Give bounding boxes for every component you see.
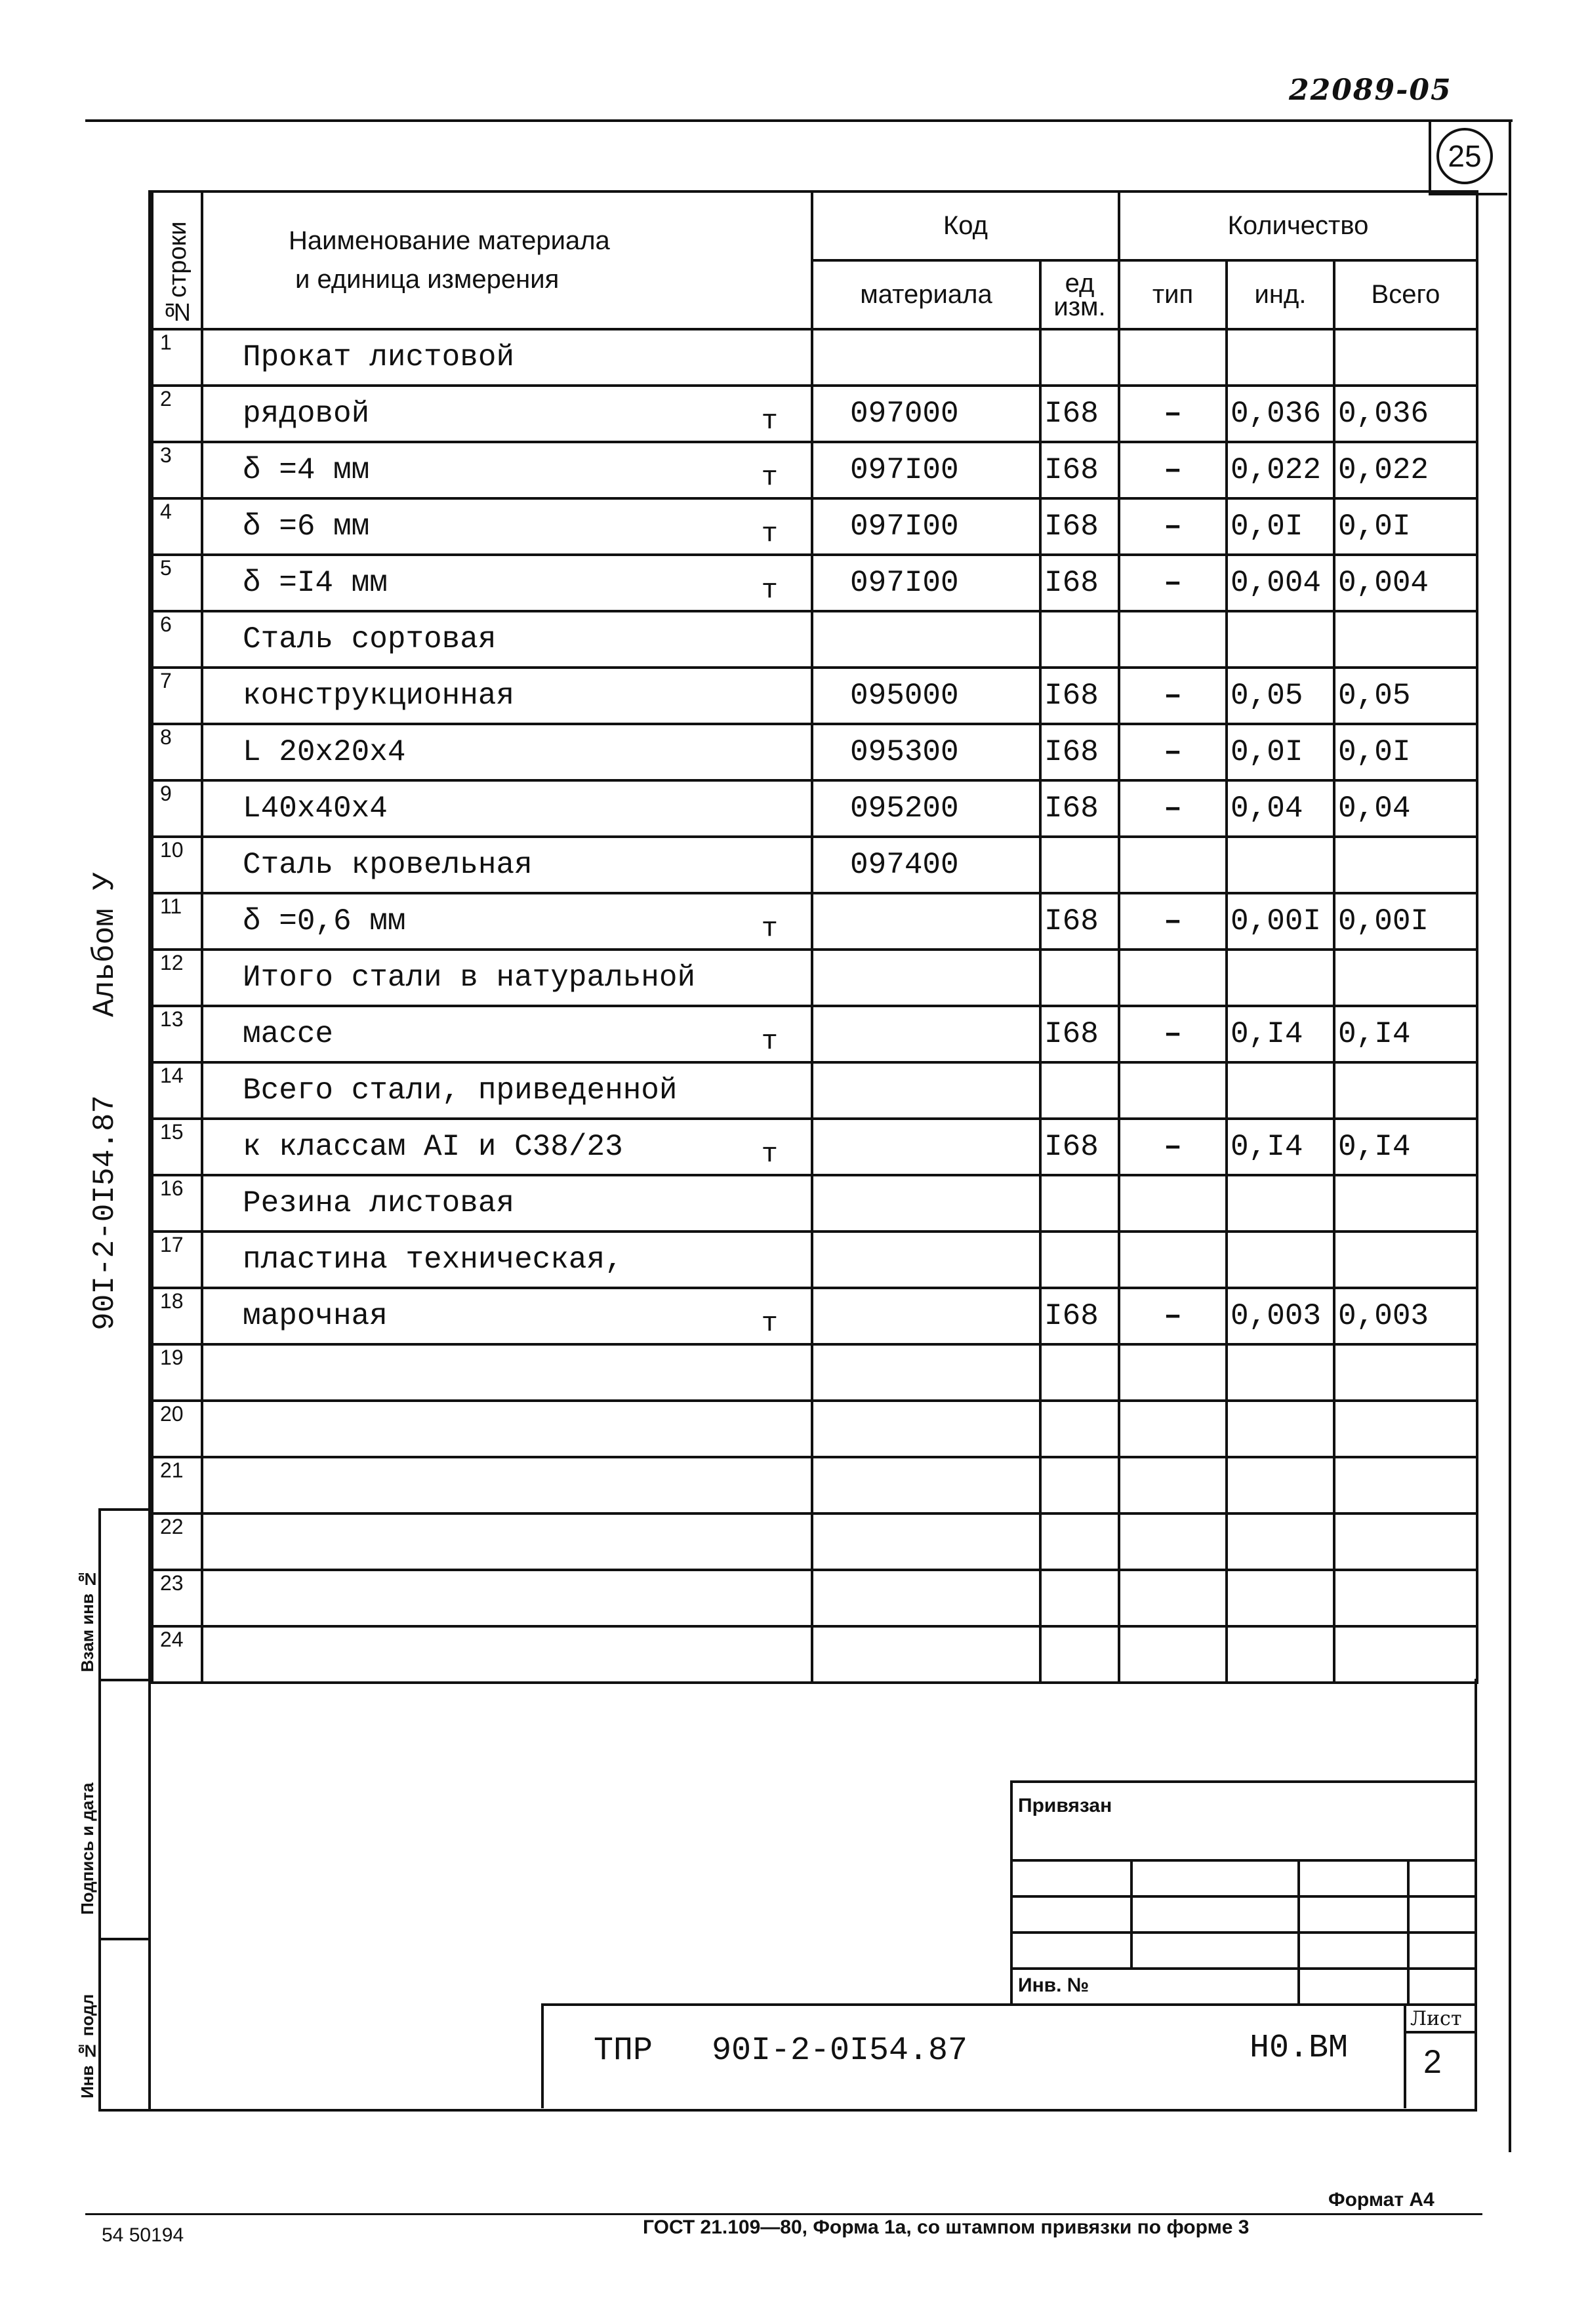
side-album-label: Альбом У xyxy=(88,872,122,1017)
material-name-text: δ =0,6 мм xyxy=(243,904,406,938)
col-material: материала xyxy=(812,260,1040,329)
binding-col-2 xyxy=(1297,1859,1300,2003)
table-row xyxy=(152,1570,1477,1626)
material-name-text: Прокат листовой xyxy=(243,340,515,374)
table-body xyxy=(152,329,1477,1683)
binding-col-1 xyxy=(1130,1859,1133,1967)
unit-code-cell xyxy=(1040,1232,1119,1288)
type-cell xyxy=(1119,1062,1227,1119)
binding-inv-label: Инв. № xyxy=(1018,1974,1089,1996)
row-number-cell: 24 xyxy=(152,1626,202,1683)
unit-code-cell: I68 xyxy=(1040,498,1119,555)
ind-quantity-cell xyxy=(1227,950,1334,1006)
unit-code-cell: I68 xyxy=(1040,555,1119,611)
unit-code-cell: I68 xyxy=(1040,668,1119,724)
unit-code-cell: I68 xyxy=(1040,1288,1119,1344)
material-code-cell xyxy=(812,1232,1040,1288)
table-row xyxy=(152,1513,1477,1570)
total-quantity-cell: 0,022 xyxy=(1334,442,1477,498)
ind-quantity-cell: 0,05 xyxy=(1227,668,1334,724)
unit-label: т xyxy=(761,574,778,606)
row-number-cell: 13 xyxy=(152,1006,202,1062)
ind-quantity-cell xyxy=(1227,1344,1334,1401)
material-name-cell xyxy=(202,724,812,780)
ind-quantity-cell xyxy=(1227,1457,1334,1513)
stamp-divider-2 xyxy=(98,1679,150,1681)
row-number-cell: 9 xyxy=(152,780,202,837)
material-code-cell: 095300 xyxy=(812,724,1040,780)
stamp-divider-1 xyxy=(98,1508,150,1511)
rownum-header xyxy=(152,191,202,329)
title-block-tpp: ТПР xyxy=(594,2032,653,2070)
total-quantity-cell: 0,0I xyxy=(1334,724,1477,780)
unit-code-cell: I68 xyxy=(1040,1006,1119,1062)
binding-top xyxy=(1010,1780,1476,1783)
row-number-cell: 18 xyxy=(152,1288,202,1344)
material-name-text: Итого стали в натуральной xyxy=(243,961,696,995)
material-code-cell xyxy=(812,611,1040,668)
row-number-cell: 6 xyxy=(152,611,202,668)
type-cell xyxy=(1119,1513,1227,1570)
row-number-cell: 21 xyxy=(152,1457,202,1513)
type-cell xyxy=(1119,1457,1227,1513)
row-number-cell: 8 xyxy=(152,724,202,780)
type-cell: – xyxy=(1119,780,1227,837)
type-cell xyxy=(1119,611,1227,668)
material-name-cell xyxy=(202,1288,812,1344)
stamp-inv-podl-label: Инв № подл xyxy=(77,1993,97,2098)
material-code-cell: 097I00 xyxy=(812,442,1040,498)
total-quantity-cell xyxy=(1334,1062,1477,1119)
ind-quantity-cell xyxy=(1227,1626,1334,1683)
table-row xyxy=(152,780,1477,837)
unit-code-cell: I68 xyxy=(1040,724,1119,780)
material-name-cell xyxy=(202,1513,812,1570)
table-row xyxy=(152,498,1477,555)
title-block-project: 90I-2-0I54.87 xyxy=(712,2032,968,2070)
col-unit xyxy=(1040,260,1119,329)
ind-quantity-cell xyxy=(1227,837,1334,893)
type-cell: – xyxy=(1119,724,1227,780)
format-label: Формат А4 xyxy=(1328,2189,1435,2211)
material-name-cell xyxy=(202,950,812,1006)
ind-quantity-cell xyxy=(1227,1232,1334,1288)
col-ind: инд. xyxy=(1227,260,1334,329)
ind-quantity-cell xyxy=(1227,1513,1334,1570)
material-code-cell: 097I00 xyxy=(812,555,1040,611)
ind-quantity-cell: 0,04 xyxy=(1227,780,1334,837)
material-code-cell xyxy=(812,1175,1040,1232)
title-block-top xyxy=(541,2003,1476,2006)
material-code-cell xyxy=(812,1288,1040,1344)
material-code-cell xyxy=(812,1401,1040,1457)
material-name-text: L 20x20x4 xyxy=(243,735,406,769)
type-cell: – xyxy=(1119,1288,1227,1344)
table-row xyxy=(152,1119,1477,1175)
material-name-cell xyxy=(202,893,812,950)
stamp-divider-bottom xyxy=(98,2109,1477,2112)
type-cell: – xyxy=(1119,386,1227,442)
outer-frame-right xyxy=(1509,119,1511,2152)
ind-quantity-cell: 0,I4 xyxy=(1227,1119,1334,1175)
title-block-left xyxy=(541,2003,544,2108)
binding-row-3 xyxy=(1010,1931,1476,1934)
type-cell xyxy=(1119,837,1227,893)
ind-quantity-cell: 0,036 xyxy=(1227,386,1334,442)
type-cell xyxy=(1119,950,1227,1006)
binding-left xyxy=(1010,1780,1013,2003)
table-row xyxy=(152,329,1477,386)
material-name-cell xyxy=(202,1626,812,1683)
total-quantity-cell: 0,003 xyxy=(1334,1288,1477,1344)
col-unit-line2: изм. xyxy=(1053,292,1106,321)
stamp-column-line-left xyxy=(98,1508,101,2112)
table-row xyxy=(152,442,1477,498)
ind-quantity-cell xyxy=(1227,1062,1334,1119)
table-row xyxy=(152,724,1477,780)
ind-quantity-cell: 0,0I xyxy=(1227,498,1334,555)
top-rule xyxy=(85,119,1513,122)
col-type: тип xyxy=(1119,260,1227,329)
material-name-text: δ =4 мм xyxy=(243,453,370,487)
row-number-cell: 2 xyxy=(152,386,202,442)
ind-quantity-cell xyxy=(1227,1401,1334,1457)
stamp-column-line-right xyxy=(148,190,151,2112)
material-name-text: марочная xyxy=(243,1299,388,1333)
unit-code-cell xyxy=(1040,1062,1119,1119)
ind-quantity-cell: 0,I4 xyxy=(1227,1006,1334,1062)
table-row xyxy=(152,555,1477,611)
title-block xyxy=(541,2003,1476,2108)
unit-code-cell xyxy=(1040,329,1119,386)
material-name-cell xyxy=(202,498,812,555)
unit-code-cell xyxy=(1040,1457,1119,1513)
unit-code-cell: I68 xyxy=(1040,442,1119,498)
col-unit-line1: ед xyxy=(1065,268,1095,298)
unit-code-cell xyxy=(1040,950,1119,1006)
table-row xyxy=(152,1062,1477,1119)
material-code-cell xyxy=(812,1119,1040,1175)
material-code-cell xyxy=(812,1457,1040,1513)
material-code-cell: 095000 xyxy=(812,668,1040,724)
footer-rule xyxy=(85,2213,1482,2215)
unit-code-cell xyxy=(1040,611,1119,668)
col-total: Всего xyxy=(1334,260,1477,329)
row-number-cell: 14 xyxy=(152,1062,202,1119)
material-code-cell xyxy=(812,893,1040,950)
type-cell: – xyxy=(1119,1119,1227,1175)
binding-row-4 xyxy=(1010,1967,1476,1970)
total-quantity-cell xyxy=(1334,1232,1477,1288)
ind-quantity-cell xyxy=(1227,611,1334,668)
total-quantity-cell: 0,036 xyxy=(1334,386,1477,442)
material-code-cell xyxy=(812,1626,1040,1683)
unit-code-cell: I68 xyxy=(1040,780,1119,837)
row-number-cell: 23 xyxy=(152,1570,202,1626)
material-name-text: Всего стали, приведенной xyxy=(243,1073,678,1108)
row-number-cell: 16 xyxy=(152,1175,202,1232)
row-number-cell: 19 xyxy=(152,1344,202,1401)
binding-row-1 xyxy=(1010,1859,1476,1862)
binding-title: Привязан xyxy=(1018,1795,1112,1816)
type-cell xyxy=(1119,1344,1227,1401)
material-name-text: Резина листовая xyxy=(243,1186,515,1220)
title-block-code: Н0.ВМ xyxy=(1250,2030,1349,2067)
material-name-text: L40x40x4 xyxy=(243,791,388,826)
unit-code-cell: I68 xyxy=(1040,1119,1119,1175)
unit-code-cell: I68 xyxy=(1040,386,1119,442)
stamp-divider-3 xyxy=(98,1938,150,1940)
table-row xyxy=(152,1232,1477,1288)
row-number-cell: 4 xyxy=(152,498,202,555)
table-row xyxy=(152,1288,1477,1344)
table-row xyxy=(152,950,1477,1006)
unit-code-cell xyxy=(1040,1626,1119,1683)
total-quantity-cell xyxy=(1334,950,1477,1006)
title-block-sheet-label: Лист xyxy=(1410,2007,1462,2030)
unit-code-cell xyxy=(1040,1401,1119,1457)
type-cell: – xyxy=(1119,1006,1227,1062)
material-code-cell xyxy=(812,1006,1040,1062)
binding-row-2 xyxy=(1010,1895,1476,1898)
name-header-line2: и единица измерения xyxy=(295,265,560,294)
total-quantity-cell: 0,0I xyxy=(1334,498,1477,555)
unit-label: т xyxy=(761,405,778,437)
material-code-cell xyxy=(812,1344,1040,1401)
material-name-cell xyxy=(202,1175,812,1232)
material-name-text: Сталь сортовая xyxy=(243,622,497,656)
unit-label: т xyxy=(761,462,778,493)
materials-table xyxy=(151,190,1478,1684)
row-number-cell: 22 xyxy=(152,1513,202,1570)
total-quantity-cell xyxy=(1334,1570,1477,1626)
total-quantity-cell: 0,00I xyxy=(1334,893,1477,950)
material-name-cell xyxy=(202,1570,812,1626)
material-name-cell xyxy=(202,442,812,498)
type-cell: – xyxy=(1119,442,1227,498)
type-cell xyxy=(1119,329,1227,386)
total-quantity-cell: 0,04 xyxy=(1334,780,1477,837)
material-name-text: δ =I4 мм xyxy=(243,566,388,600)
material-name-cell xyxy=(202,668,812,724)
unit-code-cell xyxy=(1040,1344,1119,1401)
type-cell: – xyxy=(1119,668,1227,724)
type-cell: – xyxy=(1119,893,1227,950)
row-number-cell: 20 xyxy=(152,1401,202,1457)
footer-gost: ГОСТ 21.109—80, Форма 1а, со штампом привязки по форме 3 xyxy=(643,2216,1250,2238)
row-number-cell: 12 xyxy=(152,950,202,1006)
material-name-cell xyxy=(202,1344,812,1401)
total-quantity-cell xyxy=(1334,837,1477,893)
total-quantity-cell xyxy=(1334,329,1477,386)
material-name-cell xyxy=(202,386,812,442)
row-number-cell: 5 xyxy=(152,555,202,611)
title-block-sheet-value: 2 xyxy=(1423,2043,1442,2080)
total-quantity-cell xyxy=(1334,1513,1477,1570)
total-quantity-cell: 0,I4 xyxy=(1334,1006,1477,1062)
table-row xyxy=(152,1006,1477,1062)
material-code-cell xyxy=(812,329,1040,386)
material-name-cell xyxy=(202,1062,812,1119)
material-name-cell xyxy=(202,555,812,611)
total-quantity-cell: 0,05 xyxy=(1334,668,1477,724)
total-quantity-cell xyxy=(1334,1457,1477,1513)
material-name-cell xyxy=(202,780,812,837)
document-number: 22089-05 xyxy=(1289,73,1452,107)
material-code-cell xyxy=(812,1513,1040,1570)
material-name-cell xyxy=(202,1401,812,1457)
row-number-cell: 11 xyxy=(152,893,202,950)
material-name-cell xyxy=(202,1457,812,1513)
row-number-cell: 7 xyxy=(152,668,202,724)
unit-code-cell xyxy=(1040,1570,1119,1626)
ind-quantity-cell: 0,004 xyxy=(1227,555,1334,611)
type-cell xyxy=(1119,1570,1227,1626)
material-name-cell xyxy=(202,611,812,668)
row-number-cell: 10 xyxy=(152,837,202,893)
total-quantity-cell xyxy=(1334,1626,1477,1683)
code-header: Код xyxy=(812,191,1119,260)
name-header xyxy=(202,191,812,329)
material-name-text: рядовой xyxy=(243,397,370,431)
material-name-cell xyxy=(202,1006,812,1062)
table-row xyxy=(152,611,1477,668)
unit-label: т xyxy=(761,1138,778,1170)
ind-quantity-cell xyxy=(1227,1570,1334,1626)
quantity-header: Количество xyxy=(1119,191,1477,260)
title-block-sheet-line xyxy=(1404,2031,1476,2034)
total-quantity-cell: 0,004 xyxy=(1334,555,1477,611)
table-row xyxy=(152,1626,1477,1683)
material-name-cell xyxy=(202,1119,812,1175)
unit-label: т xyxy=(761,1308,778,1339)
unit-label: т xyxy=(761,1026,778,1057)
material-code-cell: 097400 xyxy=(812,837,1040,893)
type-cell: – xyxy=(1119,498,1227,555)
row-number-cell: 17 xyxy=(152,1232,202,1288)
table-row xyxy=(152,1175,1477,1232)
binding-stamp xyxy=(1010,1780,1476,2003)
material-code-cell: 097I00 xyxy=(812,498,1040,555)
binding-col-3 xyxy=(1407,1859,1410,2003)
type-cell xyxy=(1119,1626,1227,1683)
table-row xyxy=(152,1344,1477,1401)
ind-quantity-cell: 0,0I xyxy=(1227,724,1334,780)
side-album-block xyxy=(85,872,131,1331)
unit-code-cell xyxy=(1040,837,1119,893)
unit-code-cell xyxy=(1040,1175,1119,1232)
material-name-text: конструкционная xyxy=(243,679,515,713)
type-cell: – xyxy=(1119,555,1227,611)
unit-label: т xyxy=(761,518,778,550)
material-name-text: пластина техническая, xyxy=(243,1243,623,1277)
row-number-cell: 3 xyxy=(152,442,202,498)
row-number-cell: 15 xyxy=(152,1119,202,1175)
footer-archive-number: 54 50194 xyxy=(102,2224,184,2246)
material-name-text: Сталь кровельная xyxy=(243,848,533,882)
table-row xyxy=(152,893,1477,950)
stamp-podpis-label: Подпись и дата xyxy=(77,1782,97,1915)
table-row xyxy=(152,668,1477,724)
stamp-vzam-label: Взам инв № xyxy=(77,1569,97,1672)
material-code-cell: 097000 xyxy=(812,386,1040,442)
material-name-text: массе xyxy=(243,1017,334,1051)
material-code-cell xyxy=(812,1570,1040,1626)
total-quantity-cell xyxy=(1334,611,1477,668)
ind-quantity-cell: 0,00I xyxy=(1227,893,1334,950)
unit-label: т xyxy=(761,913,778,944)
row-number-cell: 1 xyxy=(152,329,202,386)
total-quantity-cell xyxy=(1334,1175,1477,1232)
material-name-cell xyxy=(202,329,812,386)
rownum-header-label: №строки xyxy=(164,221,192,325)
table-row xyxy=(152,386,1477,442)
total-quantity-cell: 0,I4 xyxy=(1334,1119,1477,1175)
material-code-cell xyxy=(812,950,1040,1006)
name-header-line1: Наименование материала xyxy=(289,226,610,255)
table-row xyxy=(152,1401,1477,1457)
material-name-text: δ =6 мм xyxy=(243,510,370,544)
ind-quantity-cell xyxy=(1227,329,1334,386)
unit-code-cell: I68 xyxy=(1040,893,1119,950)
material-name-cell xyxy=(202,1232,812,1288)
material-code-cell xyxy=(812,1062,1040,1119)
title-block-sheet-divider xyxy=(1404,2003,1406,2108)
table-row xyxy=(152,1457,1477,1513)
table-row xyxy=(152,837,1477,893)
material-name-text: к классам AI и C38/23 xyxy=(243,1130,623,1164)
ind-quantity-cell xyxy=(1227,1175,1334,1232)
page-number: 25 xyxy=(1436,128,1493,184)
total-quantity-cell xyxy=(1334,1344,1477,1401)
material-code-cell: 095200 xyxy=(812,780,1040,837)
unit-code-cell xyxy=(1040,1513,1119,1570)
total-quantity-cell xyxy=(1334,1401,1477,1457)
ind-quantity-cell: 0,003 xyxy=(1227,1288,1334,1344)
type-cell xyxy=(1119,1232,1227,1288)
type-cell xyxy=(1119,1401,1227,1457)
ind-quantity-cell: 0,022 xyxy=(1227,442,1334,498)
material-name-cell xyxy=(202,837,812,893)
side-project-number: 90I-2-0I54.87 xyxy=(88,1095,122,1331)
type-cell xyxy=(1119,1175,1227,1232)
